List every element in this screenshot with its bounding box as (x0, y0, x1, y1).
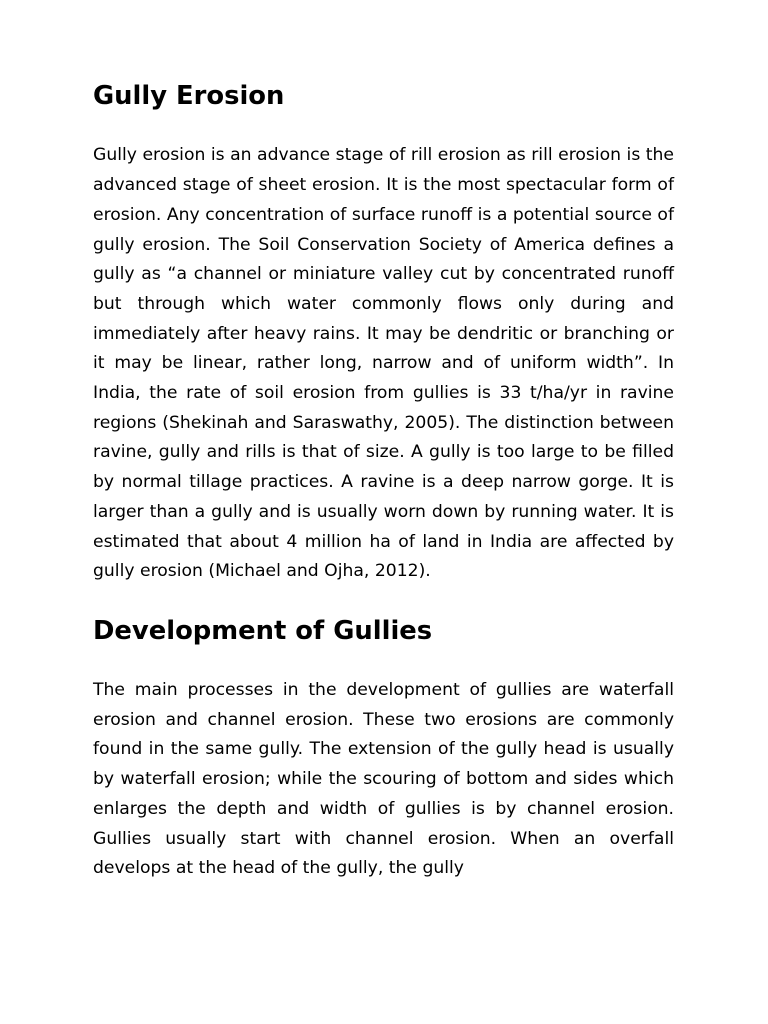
paragraph-development-of-gullies: The main processes in the development of gullies are waterfall erosion and channel erosion. These two erosions are commonly found in the same gully. The extension of the gully head is usually by waterfall erosion; while the scouring of bottom and sides which enlarges the depth and width of gullies is by channel erosion. Gullies usually start with channel erosion. When an overfall develops at the head of the gully, the gully (93, 680, 674, 879)
section-heading-development-of-gullies: Development of Gullies (93, 615, 433, 646)
spacer (93, 112, 674, 142)
paragraph-gully-erosion: Gully erosion is an advance stage of rill erosion as rill erosion is the advanced stage of sheet erosion. It is the most spectacular form of erosion. Any concentration of surface runoff is a potential source of gully erosion. The Soil Conservation Society of America defines a gully as “a channel or miniature valley cut by concentrated runoff but through which water commonly flows only during and immediately after heavy rains. It may be dendritic or branching or it may be linear, rather long, narrow and of uniform width”. In India, the rate of soil erosion from gullies is 33 t/ha/yr in ravine regions (Shekinah and Saraswathy, 2005). The distinction between ravine, gully and rills is that of size. A gully is too large to be filled by normal tillage practices. A ravine is a deep narrow gorge. It is larger than a gully and is usually worn down by running water. It is estimated that about 4 million ha of land in India are affected by gully erosion (Michael and Ojha, 2012). (93, 145, 674, 582)
section-heading-gully-erosion: Gully Erosion (93, 81, 285, 111)
spacer (93, 587, 674, 617)
spacer (93, 646, 674, 676)
document-page (93, 82, 674, 884)
